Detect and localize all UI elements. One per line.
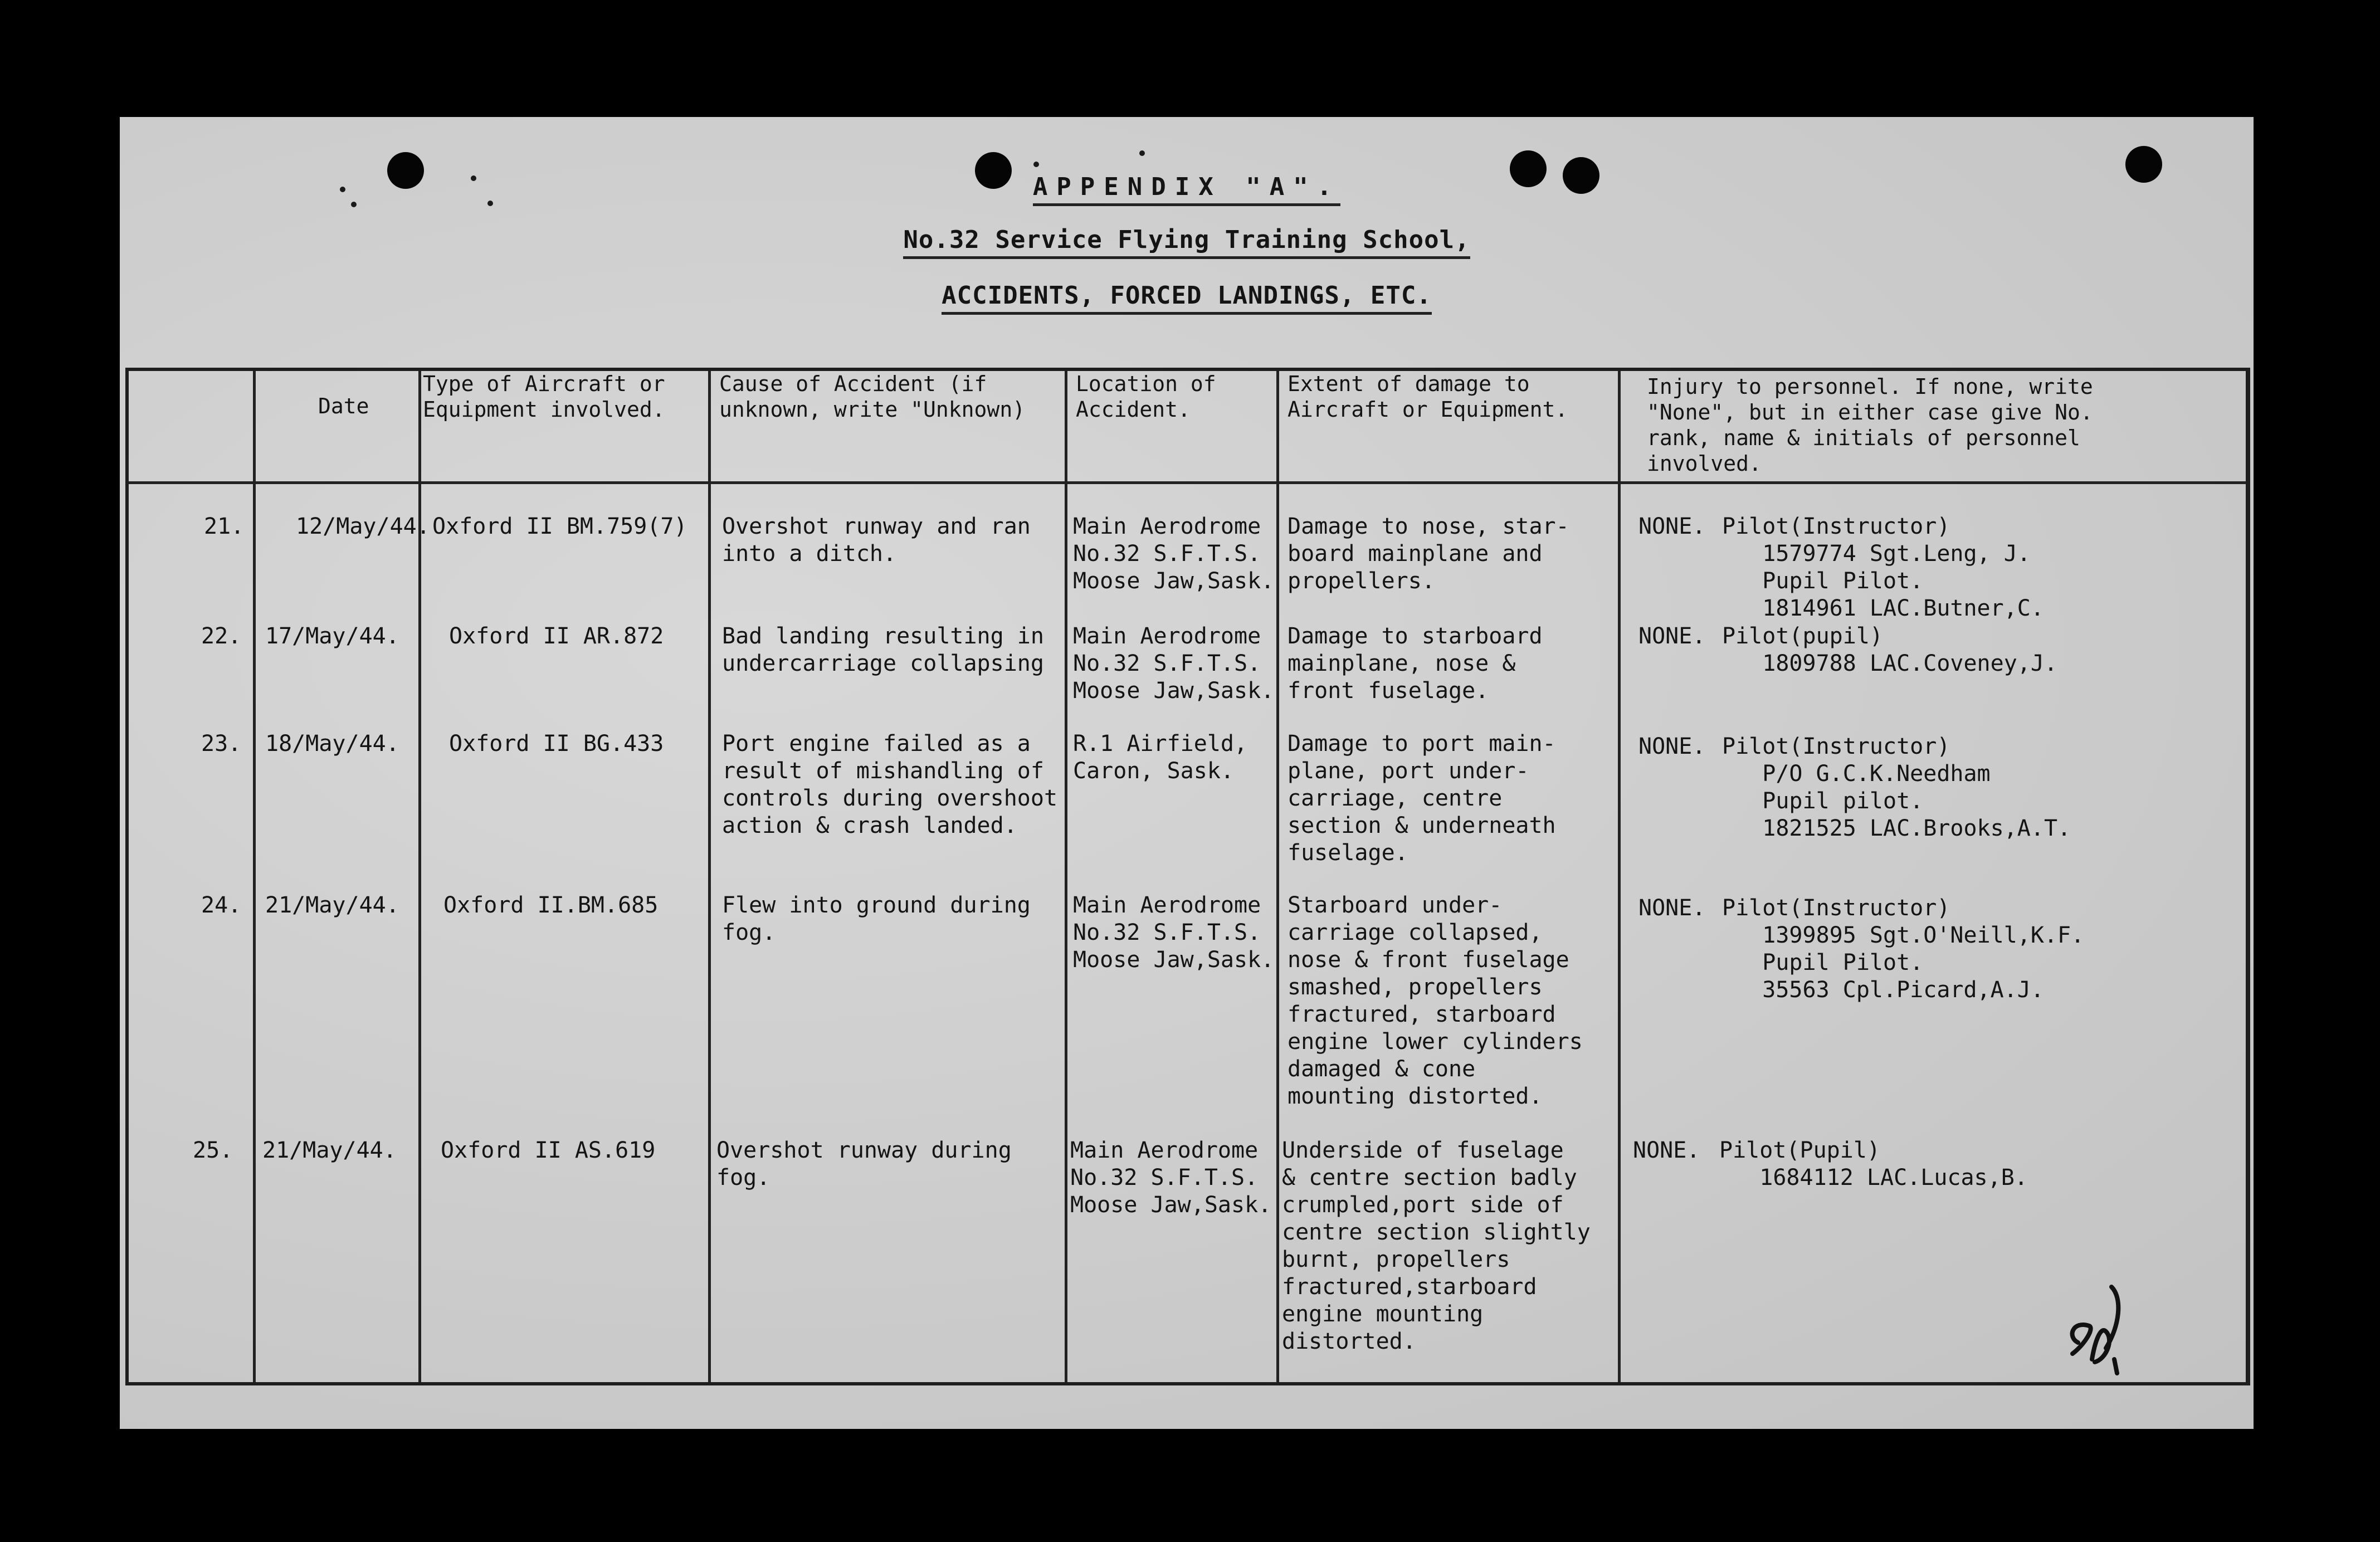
row-date: 17/May/44. bbox=[265, 623, 399, 649]
column-divider bbox=[1276, 371, 1279, 1382]
row-aircraft: Oxford II AR.872 bbox=[449, 623, 664, 649]
header-damage: Extent of damage to Aircraft or Equipment. bbox=[1287, 372, 1568, 422]
row-location: Main Aerodrome No.32 S.F.T.S. Moose Jaw,Sask. bbox=[1073, 623, 1275, 704]
header-date: Date bbox=[318, 394, 369, 418]
row-date: 12/May/44. bbox=[296, 514, 430, 539]
header-location: Location of Accident. bbox=[1076, 372, 1216, 422]
row-cause: Port engine failed as a result of mishandling of controls during overshoot action & crash landed. bbox=[722, 731, 1058, 838]
speck bbox=[487, 201, 493, 206]
column-divider bbox=[1065, 371, 1067, 1382]
row-aircraft: Oxford II.BM.685 bbox=[443, 892, 659, 918]
row-number: 21. bbox=[204, 514, 245, 539]
row-injury-status: NONE. bbox=[1633, 1138, 1700, 1163]
document-subtitle: ACCIDENTS, FORCED LANDINGS, ETC. bbox=[120, 281, 2254, 310]
row-damage: Damage to starboard mainplane, nose & front fuselage. bbox=[1287, 623, 1543, 704]
row-injury: Pilot(pupil) 1809788 LAC.Coveney,J. bbox=[1722, 623, 2058, 676]
header-injury: Injury to personnel. If none, write "None", but in either case give No. rank, name & initials of personnel involved. bbox=[1647, 374, 2093, 476]
row-number: 22. bbox=[201, 623, 242, 649]
row-location: Main Aerodrome No.32 S.F.T.S. Moose Jaw,Sask. bbox=[1073, 514, 1275, 594]
row-location: R.1 Airfield, Caron, Sask. bbox=[1073, 731, 1248, 784]
column-divider bbox=[708, 371, 711, 1382]
header-cause: Cause of Accident (if unknown, write "Unknown) bbox=[719, 372, 1026, 422]
row-date: 18/May/44. bbox=[265, 731, 399, 757]
row-location: Main Aerodrome No.32 S.F.T.S. Moose Jaw,Sask. bbox=[1073, 892, 1275, 973]
row-aircraft: Oxford II BM.759(7) bbox=[432, 514, 687, 539]
row-number: 23. bbox=[201, 731, 242, 757]
accident-table bbox=[125, 368, 2250, 1385]
row-location: Main Aerodrome No.32 S.F.T.S. Moose Jaw,Sask. bbox=[1070, 1138, 1272, 1218]
row-cause: Overshot runway during fog. bbox=[716, 1138, 1012, 1190]
row-damage: Starboard under- carriage collapsed, nose & front fuselage smashed, propellers fractured, starboard engine lower cylinders damaged & cone mounting distorted. bbox=[1287, 892, 1583, 1109]
row-injury-status: NONE. bbox=[1638, 895, 1706, 921]
row-injury: Pilot(Instructor) P/O G.C.K.Needham Pupil pilot. 1821525 LAC.Brooks,A.T. bbox=[1722, 734, 2071, 841]
row-damage: Underside of fuselage & centre section badly crumpled,port side of centre section slightly burnt, propellers fractured,starboard engine mounting distorted. bbox=[1282, 1138, 1591, 1354]
row-damage: Damage to port main- plane, port under- carriage, centre section & underneath fuselage. bbox=[1287, 731, 1556, 866]
row-aircraft: Oxford II AS.619 bbox=[441, 1138, 656, 1163]
column-divider bbox=[253, 371, 256, 1382]
row-cause: Bad landing resulting in undercarriage collapsing bbox=[722, 623, 1044, 676]
row-injury-status: NONE. bbox=[1638, 514, 1706, 539]
document-page bbox=[120, 117, 2254, 1429]
appendix-title: APPENDIX "A". bbox=[120, 173, 2254, 201]
row-aircraft: Oxford II BG.433 bbox=[449, 731, 664, 757]
row-injury: Pilot(Instructor) 1579774 Sgt.Leng, J. Pupil Pilot. 1814961 LAC.Butner,C. bbox=[1722, 514, 2044, 621]
header-aircraft: Type of Aircraft or Equipment involved. bbox=[423, 372, 665, 422]
handwritten-initials bbox=[2061, 1276, 2150, 1376]
speck bbox=[1033, 162, 1039, 167]
row-injury-status: NONE. bbox=[1638, 734, 1706, 759]
row-injury-status: NONE. bbox=[1638, 623, 1706, 649]
speck bbox=[351, 202, 357, 207]
row-cause: Flew into ground during fog. bbox=[722, 892, 1031, 945]
column-divider bbox=[1618, 371, 1621, 1382]
row-cause: Overshot runway and ran into a ditch. bbox=[722, 514, 1031, 567]
row-damage: Damage to nose, star- board mainplane and propellers. bbox=[1287, 514, 1569, 594]
row-date: 21/May/44. bbox=[265, 892, 399, 918]
row-number: 24. bbox=[201, 892, 242, 918]
row-injury: Pilot(Instructor) 1399895 Sgt.O'Neill,K.F. Pupil Pilot. 35563 Cpl.Picard,A.J. bbox=[1722, 895, 2085, 1003]
row-injury: Pilot(Pupil) 1684112 LAC.Lucas,B. bbox=[1719, 1138, 2028, 1190]
header-divider bbox=[129, 481, 2246, 484]
school-name: No.32 Service Flying Training School, bbox=[120, 226, 2254, 254]
speck bbox=[1139, 150, 1145, 156]
row-date: 21/May/44. bbox=[262, 1138, 397, 1163]
row-number: 25. bbox=[193, 1138, 233, 1163]
